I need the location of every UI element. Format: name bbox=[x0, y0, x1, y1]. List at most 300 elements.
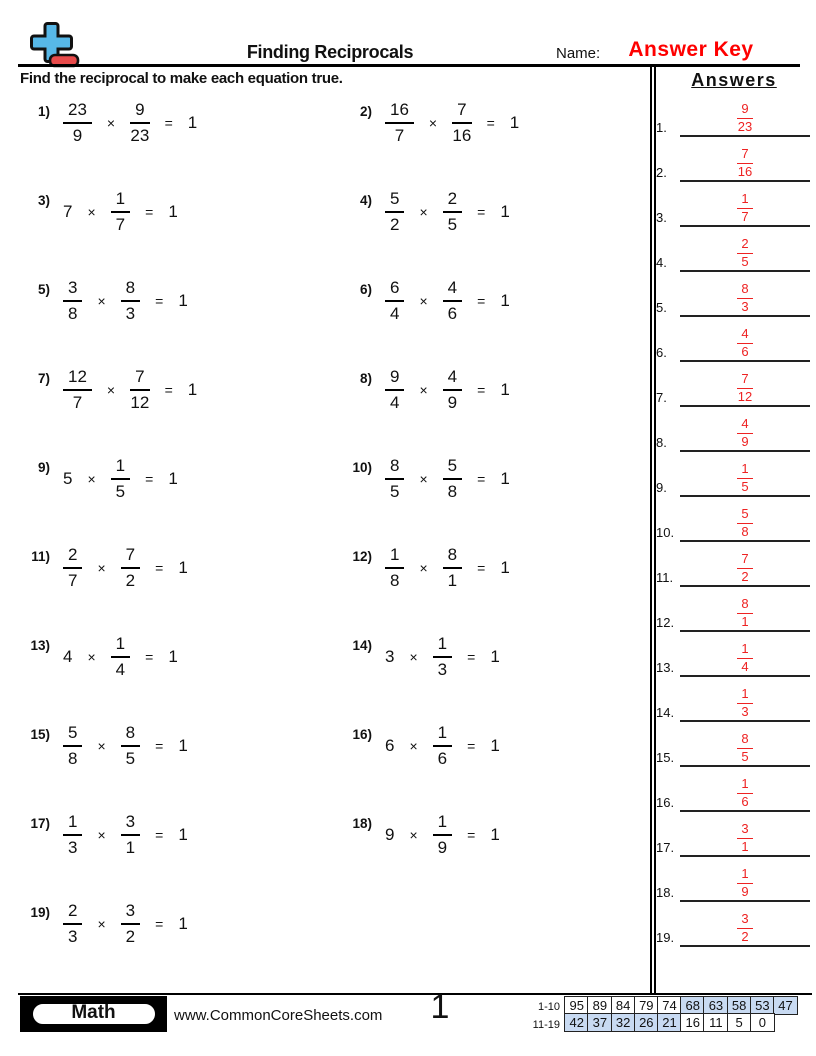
grade-row1-label: 1-10 bbox=[537, 1001, 560, 1013]
multiply-icon: × bbox=[106, 382, 116, 398]
grade-row-1 bbox=[566, 996, 798, 1015]
answer-item bbox=[656, 902, 812, 947]
problem bbox=[340, 274, 648, 363]
denominator: 5 bbox=[447, 215, 458, 234]
grade-cell: 32 bbox=[611, 1013, 636, 1032]
answer-denominator: 9 bbox=[741, 883, 749, 899]
numerator: 8 bbox=[443, 545, 462, 569]
problem-number: 15) bbox=[30, 727, 50, 742]
answer-number: 17. bbox=[656, 840, 675, 855]
answer-blank-line bbox=[680, 945, 810, 947]
equation bbox=[63, 897, 188, 951]
answer-item bbox=[656, 452, 812, 497]
answer-number: 3. bbox=[656, 210, 667, 225]
answer-denominator: 3 bbox=[741, 298, 749, 314]
answer-item bbox=[656, 812, 812, 857]
equation bbox=[385, 185, 510, 239]
problem bbox=[18, 808, 340, 897]
denominator: 1 bbox=[447, 571, 458, 590]
grade-row-2 bbox=[566, 1015, 798, 1032]
answer-numerator: 1 bbox=[737, 192, 752, 208]
answer-item bbox=[656, 497, 812, 542]
denominator: 8 bbox=[390, 571, 400, 590]
fraction bbox=[433, 634, 452, 679]
grade-cell: 16 bbox=[680, 1013, 705, 1032]
denominator: 4 bbox=[390, 393, 400, 412]
denominator: 3 bbox=[68, 927, 78, 946]
equals-sign: = bbox=[155, 560, 164, 576]
denominator: 16 bbox=[452, 126, 472, 145]
equation bbox=[63, 185, 178, 239]
multiply-icon: × bbox=[419, 204, 428, 220]
result-value: 1 bbox=[500, 291, 510, 310]
equals-sign: = bbox=[155, 916, 164, 932]
multiply-icon: × bbox=[409, 738, 418, 754]
numerator: 4 bbox=[443, 278, 462, 302]
answer-numerator: 1 bbox=[737, 687, 752, 703]
numerator: 7 bbox=[130, 367, 149, 391]
problem-number: 1) bbox=[37, 104, 50, 119]
answer-fraction bbox=[680, 327, 810, 359]
denominator: 4 bbox=[115, 660, 126, 679]
equation bbox=[385, 808, 500, 862]
multiply-icon: × bbox=[106, 115, 116, 131]
answer-number: 13. bbox=[656, 660, 675, 675]
result-value: 1 bbox=[490, 736, 500, 755]
problem bbox=[340, 185, 648, 274]
answer-item bbox=[656, 317, 812, 362]
grade-table bbox=[566, 996, 798, 1032]
answer-fraction bbox=[680, 687, 810, 719]
problem bbox=[340, 96, 648, 185]
denominator: 3 bbox=[437, 660, 448, 679]
equation bbox=[385, 719, 500, 773]
numerator: 5 bbox=[385, 189, 404, 213]
answer-numerator: 8 bbox=[737, 597, 752, 613]
result-value: 1 bbox=[500, 380, 510, 399]
equation bbox=[63, 541, 188, 595]
fraction bbox=[385, 367, 404, 412]
denominator: 3 bbox=[125, 304, 136, 323]
numerator: 23 bbox=[63, 100, 92, 124]
denominator: 8 bbox=[68, 304, 78, 323]
multiply-icon: × bbox=[428, 115, 438, 131]
fraction bbox=[111, 634, 130, 679]
equation bbox=[385, 96, 519, 150]
answer-item bbox=[656, 542, 812, 587]
denominator: 5 bbox=[115, 482, 126, 501]
result-value: 1 bbox=[500, 558, 510, 577]
grade-cell: 42 bbox=[564, 1013, 589, 1032]
denominator: 7 bbox=[68, 571, 78, 590]
subject-badge bbox=[20, 996, 167, 1032]
multiply-icon: × bbox=[97, 560, 106, 576]
answer-numerator: 5 bbox=[737, 507, 752, 523]
fraction bbox=[121, 278, 140, 323]
answer-denominator: 5 bbox=[741, 253, 749, 269]
numerator: 4 bbox=[443, 367, 462, 391]
equation bbox=[63, 719, 188, 773]
numerator: 1 bbox=[111, 456, 130, 480]
grade-cell: 58 bbox=[727, 996, 752, 1015]
answer-denominator: 1 bbox=[741, 613, 749, 629]
grade-cell: 26 bbox=[634, 1013, 659, 1032]
result-value: 1 bbox=[178, 291, 188, 310]
equation bbox=[63, 274, 188, 328]
numerator: 5 bbox=[63, 723, 82, 747]
equation bbox=[63, 363, 197, 417]
equals-sign: = bbox=[477, 293, 486, 309]
answer-numerator: 1 bbox=[737, 777, 752, 793]
equals-sign: = bbox=[164, 382, 173, 398]
answer-numerator: 7 bbox=[737, 552, 752, 568]
problem-number: 12) bbox=[352, 549, 372, 564]
page-number: 1 bbox=[430, 988, 450, 1026]
result-value: 1 bbox=[500, 202, 510, 221]
answer-denominator: 3 bbox=[741, 703, 749, 719]
denominator: 2 bbox=[125, 927, 136, 946]
answer-number: 18. bbox=[656, 885, 675, 900]
subject-label: Math bbox=[31, 1002, 157, 1026]
answer-fraction bbox=[680, 912, 810, 944]
whole-number: 9 bbox=[385, 825, 395, 844]
equals-sign: = bbox=[467, 649, 476, 665]
denominator: 7 bbox=[72, 393, 83, 412]
answers-heading: Answers bbox=[691, 70, 777, 90]
problem bbox=[18, 541, 340, 630]
result-value: 1 bbox=[178, 825, 188, 844]
grade-cell: 74 bbox=[657, 996, 682, 1015]
fraction bbox=[130, 100, 149, 145]
answer-fraction bbox=[680, 867, 810, 899]
answer-fraction bbox=[680, 507, 810, 539]
answer-fraction bbox=[680, 372, 810, 404]
fraction bbox=[443, 545, 462, 590]
fraction bbox=[63, 278, 82, 323]
result-value: 1 bbox=[490, 825, 500, 844]
multiply-icon: × bbox=[409, 649, 418, 665]
answer-numerator: 1 bbox=[737, 642, 752, 658]
answer-number: 12. bbox=[656, 615, 675, 630]
answer-denominator: 4 bbox=[741, 658, 749, 674]
answer-number: 11. bbox=[656, 570, 674, 585]
answer-number: 1. bbox=[656, 120, 667, 135]
answer-denominator: 8 bbox=[741, 523, 749, 539]
equals-sign: = bbox=[477, 204, 486, 220]
equals-sign: = bbox=[477, 560, 486, 576]
fraction bbox=[111, 189, 130, 234]
numerator: 8 bbox=[385, 456, 404, 480]
fraction bbox=[63, 545, 82, 590]
answer-item bbox=[656, 182, 812, 227]
answer-item bbox=[656, 632, 812, 677]
plus-minus-icon bbox=[30, 22, 80, 68]
denominator: 2 bbox=[390, 215, 400, 234]
denominator: 9 bbox=[437, 838, 448, 857]
problem-number: 16) bbox=[352, 727, 372, 742]
numerator: 8 bbox=[121, 723, 140, 747]
answer-numerator: 2 bbox=[737, 237, 752, 253]
grade-cell: 21 bbox=[657, 1013, 682, 1032]
problem bbox=[340, 541, 648, 630]
problem bbox=[340, 452, 648, 541]
numerator: 3 bbox=[63, 278, 82, 302]
page-title: Finding Reciprocals bbox=[246, 42, 414, 62]
problem-number: 4) bbox=[359, 193, 372, 208]
fraction bbox=[63, 723, 82, 768]
fraction bbox=[433, 723, 452, 768]
answer-number: 16. bbox=[656, 795, 675, 810]
fraction bbox=[385, 456, 404, 501]
answer-item bbox=[656, 857, 812, 902]
equation bbox=[385, 363, 510, 417]
multiply-icon: × bbox=[419, 382, 428, 398]
equation bbox=[385, 274, 510, 328]
answer-number: 7. bbox=[656, 390, 667, 405]
fraction bbox=[63, 812, 82, 857]
multiply-icon: × bbox=[419, 471, 428, 487]
answer-fraction bbox=[680, 192, 810, 224]
fraction bbox=[443, 456, 462, 501]
numerator: 9 bbox=[130, 100, 149, 124]
answer-fraction bbox=[680, 597, 810, 629]
problems-grid bbox=[18, 96, 648, 986]
grade-row2-label: 11-19 bbox=[532, 1019, 560, 1031]
answer-number: 6. bbox=[656, 345, 667, 360]
fraction bbox=[121, 545, 140, 590]
numerator: 7 bbox=[121, 545, 140, 569]
fraction bbox=[433, 812, 452, 857]
fraction bbox=[63, 100, 92, 145]
denominator: 9 bbox=[447, 393, 458, 412]
multiply-icon: × bbox=[419, 560, 428, 576]
numerator: 12 bbox=[63, 367, 92, 391]
numerator: 16 bbox=[385, 100, 414, 124]
denominator: 7 bbox=[394, 126, 405, 145]
denominator: 5 bbox=[390, 482, 400, 501]
fraction bbox=[111, 456, 130, 501]
equals-sign: = bbox=[145, 649, 154, 665]
answer-fraction bbox=[680, 282, 810, 314]
answer-denominator: 5 bbox=[741, 748, 749, 764]
answer-item bbox=[656, 137, 812, 182]
grade-cell: 47 bbox=[773, 996, 798, 1015]
answers-panel bbox=[656, 70, 812, 947]
problem-number: 3) bbox=[37, 193, 50, 208]
numerator: 7 bbox=[452, 100, 471, 124]
answer-key-text: Answer Key bbox=[628, 38, 754, 61]
answer-numerator: 1 bbox=[737, 462, 752, 478]
equals-sign: = bbox=[486, 115, 495, 131]
answer-number: 19. bbox=[656, 930, 675, 945]
problem-number: 18) bbox=[352, 816, 372, 831]
whole-number: 5 bbox=[63, 469, 73, 488]
denominator: 3 bbox=[68, 838, 78, 857]
answer-fraction bbox=[680, 462, 810, 494]
answer-denominator: 5 bbox=[741, 478, 749, 494]
result-value: 1 bbox=[490, 647, 500, 666]
answer-item bbox=[656, 92, 812, 137]
answer-number: 15. bbox=[656, 750, 675, 765]
result-value: 1 bbox=[168, 647, 178, 666]
answer-item bbox=[656, 587, 812, 632]
answer-number: 8. bbox=[656, 435, 667, 450]
answer-numerator: 4 bbox=[737, 417, 752, 433]
denominator: 12 bbox=[130, 393, 150, 412]
equation bbox=[63, 452, 178, 506]
grade-cell: 53 bbox=[750, 996, 775, 1015]
answer-numerator: 3 bbox=[737, 822, 752, 838]
equals-sign: = bbox=[477, 382, 486, 398]
denominator: 1 bbox=[125, 838, 136, 857]
answer-denominator: 2 bbox=[741, 568, 749, 584]
problem bbox=[18, 719, 340, 808]
answer-denominator: 23 bbox=[737, 118, 753, 134]
grade-cell: 79 bbox=[634, 996, 659, 1015]
answers-list bbox=[656, 92, 812, 947]
equals-sign: = bbox=[145, 204, 154, 220]
answer-numerator: 8 bbox=[737, 732, 752, 748]
answer-fraction bbox=[680, 777, 810, 809]
result-value: 1 bbox=[168, 469, 178, 488]
answer-item bbox=[656, 722, 812, 767]
answer-number: 14. bbox=[656, 705, 675, 720]
answer-number: 2. bbox=[656, 165, 667, 180]
answer-number: 9. bbox=[656, 480, 667, 495]
denominator: 8 bbox=[447, 482, 458, 501]
numerator: 3 bbox=[121, 812, 140, 836]
problem-number: 7) bbox=[37, 371, 50, 386]
problem-number: 2) bbox=[359, 104, 372, 119]
fraction bbox=[443, 367, 462, 412]
answer-fraction bbox=[680, 552, 810, 584]
denominator: 2 bbox=[125, 571, 136, 590]
numerator: 6 bbox=[385, 278, 404, 302]
grade-cell: 89 bbox=[587, 996, 612, 1015]
numerator: 2 bbox=[63, 901, 82, 925]
answer-denominator: 7 bbox=[741, 208, 749, 224]
answer-item bbox=[656, 677, 812, 722]
answer-fraction bbox=[680, 147, 810, 179]
denominator: 6 bbox=[437, 749, 448, 768]
numerator: 9 bbox=[385, 367, 404, 391]
fraction bbox=[452, 100, 471, 145]
answer-item bbox=[656, 362, 812, 407]
problem bbox=[340, 363, 648, 452]
answer-number: 5. bbox=[656, 300, 667, 315]
denominator: 7 bbox=[115, 215, 126, 234]
numerator: 1 bbox=[433, 723, 452, 747]
problem bbox=[340, 630, 648, 719]
problem bbox=[18, 897, 340, 986]
multiply-icon: × bbox=[409, 827, 418, 843]
fraction bbox=[443, 189, 462, 234]
problem-number: 5) bbox=[37, 282, 50, 297]
answer-item bbox=[656, 767, 812, 812]
answer-number: 10. bbox=[656, 525, 675, 540]
problem bbox=[340, 808, 648, 897]
problem-number: 17) bbox=[30, 816, 50, 831]
answer-denominator: 12 bbox=[737, 388, 753, 404]
answer-denominator: 2 bbox=[741, 928, 749, 944]
numerator: 1 bbox=[433, 634, 452, 658]
answer-item bbox=[656, 227, 812, 272]
problem bbox=[18, 630, 340, 719]
fraction bbox=[130, 367, 149, 412]
answer-numerator: 9 bbox=[737, 102, 752, 118]
equals-sign: = bbox=[467, 738, 476, 754]
result-value: 1 bbox=[168, 202, 178, 221]
equals-sign: = bbox=[155, 738, 164, 754]
problem bbox=[340, 719, 648, 808]
fraction bbox=[385, 278, 404, 323]
problem-number: 9) bbox=[37, 460, 50, 475]
answer-denominator: 1 bbox=[741, 838, 749, 854]
denominator: 4 bbox=[390, 304, 400, 323]
problem bbox=[18, 363, 340, 452]
numerator: 1 bbox=[63, 812, 82, 836]
numerator: 2 bbox=[443, 189, 462, 213]
numerator: 1 bbox=[385, 545, 404, 569]
answer-item bbox=[656, 407, 812, 452]
problem bbox=[18, 452, 340, 541]
fraction bbox=[121, 723, 140, 768]
whole-number: 3 bbox=[385, 647, 395, 666]
multiply-icon: × bbox=[97, 293, 106, 309]
result-value: 1 bbox=[187, 380, 198, 399]
grade-cell: 84 bbox=[611, 996, 636, 1015]
answer-numerator: 7 bbox=[737, 147, 752, 163]
equals-sign: = bbox=[164, 115, 173, 131]
multiply-icon: × bbox=[87, 649, 96, 665]
denominator: 5 bbox=[125, 749, 136, 768]
grade-cell: 63 bbox=[703, 996, 728, 1015]
equals-sign: = bbox=[155, 293, 164, 309]
result-value: 1 bbox=[509, 113, 520, 132]
result-value: 1 bbox=[187, 113, 198, 132]
answer-fraction bbox=[680, 732, 810, 764]
numerator: 3 bbox=[121, 901, 140, 925]
grade-cell: 5 bbox=[727, 1013, 752, 1032]
numerator: 8 bbox=[121, 278, 140, 302]
equals-sign: = bbox=[477, 471, 486, 487]
answer-fraction bbox=[680, 417, 810, 449]
problem-number: 11) bbox=[31, 549, 50, 564]
problem-number: 6) bbox=[359, 282, 372, 297]
fraction bbox=[385, 545, 404, 590]
fraction bbox=[385, 189, 404, 234]
answer-item bbox=[656, 272, 812, 317]
multiply-icon: × bbox=[419, 293, 428, 309]
problem-number: 10) bbox=[352, 460, 372, 475]
denominator: 8 bbox=[68, 749, 78, 768]
numerator: 1 bbox=[433, 812, 452, 836]
equals-sign: = bbox=[155, 827, 164, 843]
grade-cell: 11 bbox=[703, 1013, 728, 1032]
answer-fraction bbox=[680, 822, 810, 854]
fraction bbox=[385, 100, 414, 145]
multiply-icon: × bbox=[97, 738, 106, 754]
equation bbox=[385, 452, 510, 506]
equation bbox=[385, 541, 510, 595]
grade-cell: 68 bbox=[680, 996, 705, 1015]
answer-fraction bbox=[680, 642, 810, 674]
grade-cell: 37 bbox=[587, 1013, 612, 1032]
problem-number: 14) bbox=[352, 638, 372, 653]
equation bbox=[63, 96, 197, 150]
answer-denominator: 6 bbox=[741, 343, 749, 359]
result-value: 1 bbox=[178, 558, 188, 577]
